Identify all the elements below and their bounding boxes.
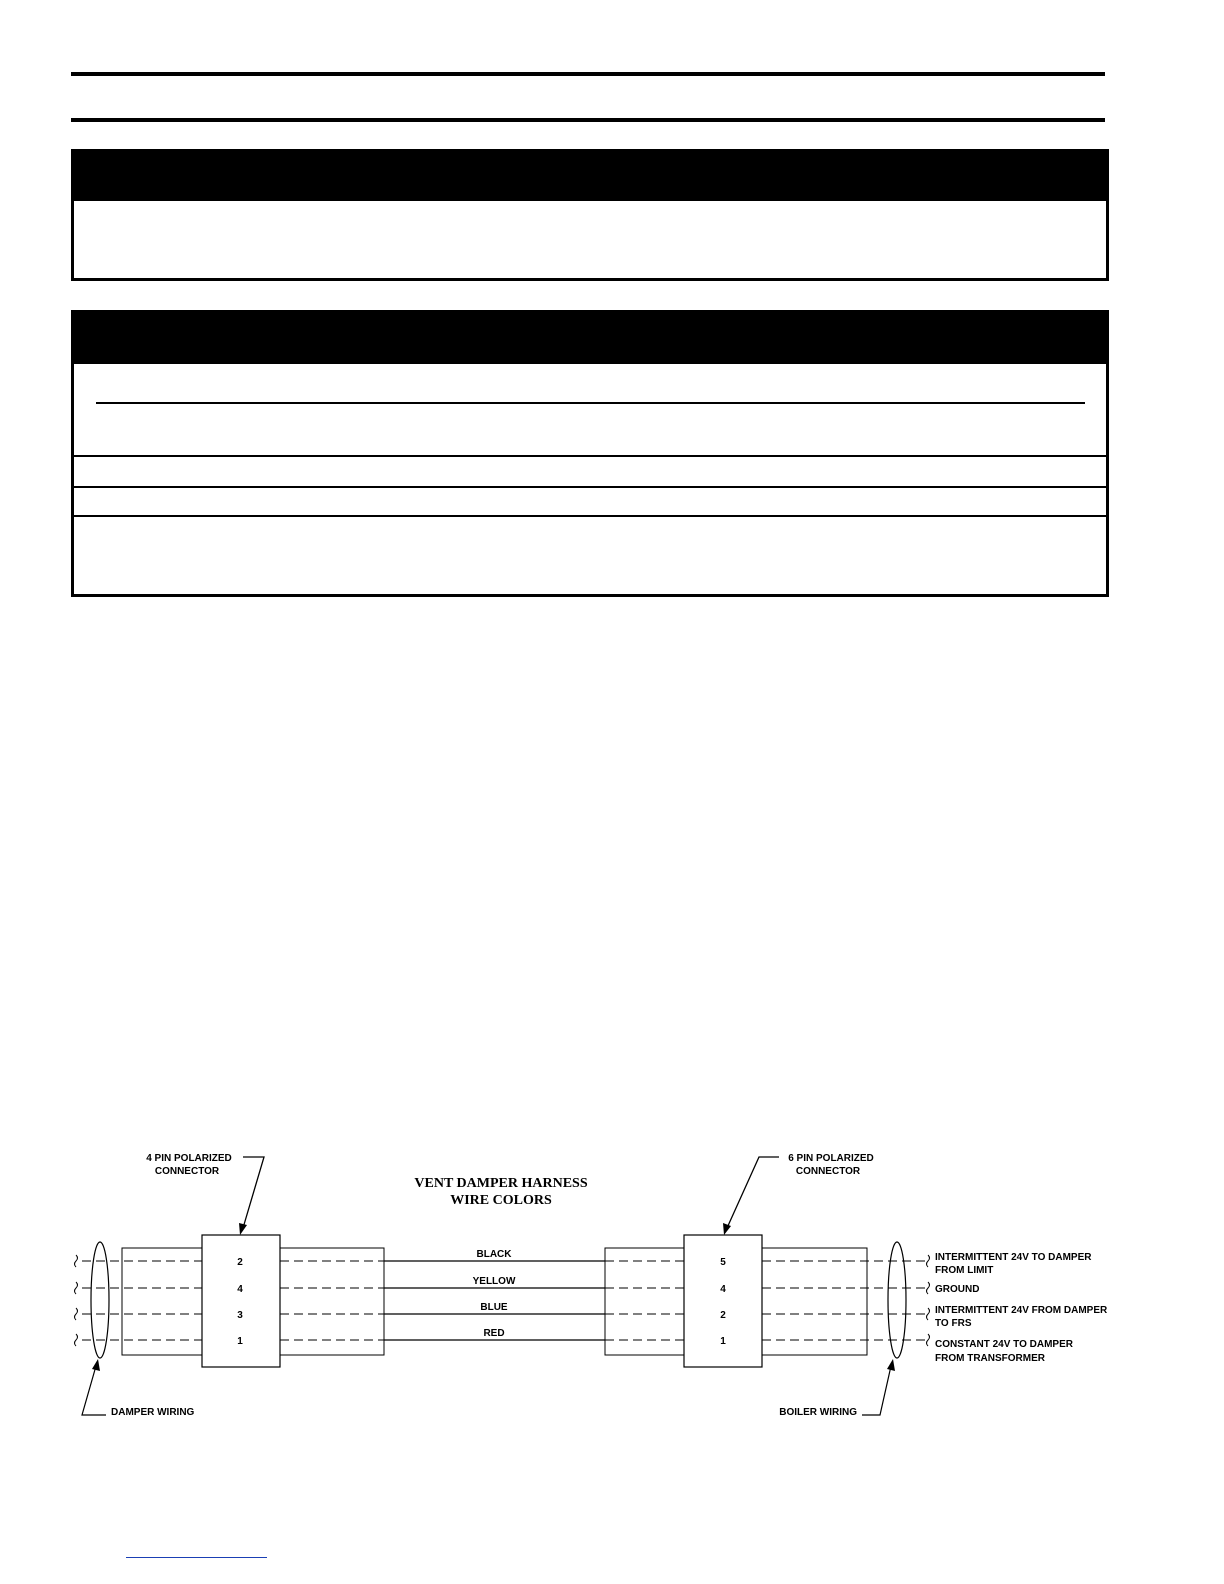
right-wire-break-marks [927, 1255, 930, 1346]
notice-box-2-divider-2 [71, 486, 1109, 488]
right-label-4-line1: CONSTANT 24V TO DAMPER [935, 1339, 1073, 1350]
right-label-3-line2: TO FRS [935, 1318, 972, 1329]
vent-damper-wiring-diagram [0, 1120, 1224, 1440]
top-rule-2 [71, 118, 1105, 122]
left-connector-label-line2: CONNECTOR [154, 1166, 220, 1177]
right-pin-3: 2 [720, 1310, 726, 1321]
left-connector-body [202, 1235, 280, 1367]
notice-box-2-divider-3 [71, 515, 1109, 517]
left-bundle-label: DAMPER WIRING [111, 1407, 195, 1418]
left-pin-4: 1 [237, 1336, 243, 1347]
diagram-title-line1: VENT DAMPER HARNESS [414, 1176, 588, 1191]
right-label-4-line2: FROM TRANSFORMER [935, 1353, 1045, 1364]
wire-color-yellow: YELLOW [472, 1276, 516, 1287]
right-connector-arrowhead [723, 1223, 731, 1235]
right-bundle-label: BOILER WIRING [779, 1407, 857, 1418]
right-bundle-leader [862, 1366, 891, 1415]
right-label-1-line1: INTERMITTENT 24V TO DAMPER [935, 1252, 1092, 1263]
left-bundle-arrowhead [92, 1359, 100, 1371]
right-pin-4: 1 [720, 1336, 726, 1347]
notice-box-2 [71, 310, 1109, 597]
right-pin-2: 4 [720, 1284, 726, 1295]
left-pin-1: 2 [237, 1257, 243, 1268]
top-rule-1 [71, 72, 1105, 76]
left-connector-leader [243, 1157, 264, 1228]
wire-color-black: BLACK [476, 1249, 512, 1260]
left-pin-2: 4 [237, 1284, 243, 1295]
diagram-title-line2: WIRE COLORS [450, 1193, 552, 1208]
wire-color-blue: BLUE [480, 1302, 508, 1313]
left-pin-3: 3 [237, 1310, 243, 1321]
right-pin-1: 5 [720, 1257, 726, 1268]
wire-color-red: RED [483, 1328, 505, 1339]
notice-box-1 [71, 149, 1109, 281]
right-bundle-arrowhead [887, 1359, 895, 1371]
right-connector-leader [727, 1157, 779, 1228]
right-bundle-ellipse [888, 1242, 906, 1358]
left-bundle-leader [82, 1366, 106, 1415]
notice-box-2-inner-rule [96, 402, 1085, 404]
right-label-1-line2: FROM LIMIT [935, 1265, 994, 1276]
right-label-2-line1: GROUND [935, 1284, 980, 1295]
right-connector-body [684, 1235, 762, 1367]
left-bundle-ellipse [91, 1242, 109, 1358]
right-connector-label-line1: 6 PIN POLARIZED [788, 1153, 874, 1164]
left-wire-break-marks [75, 1255, 78, 1346]
notice-box-2-divider-1 [71, 455, 1109, 457]
left-connector-arrowhead [239, 1223, 247, 1235]
left-connector-label-line1: 4 PIN POLARIZED [146, 1153, 232, 1164]
right-connector-label-line2: CONNECTOR [795, 1166, 861, 1177]
right-dashed-wires [605, 1261, 925, 1340]
footer-link-underline[interactable] [126, 1557, 267, 1558]
right-label-3-line1: INTERMITTENT 24V FROM DAMPER [935, 1305, 1108, 1316]
